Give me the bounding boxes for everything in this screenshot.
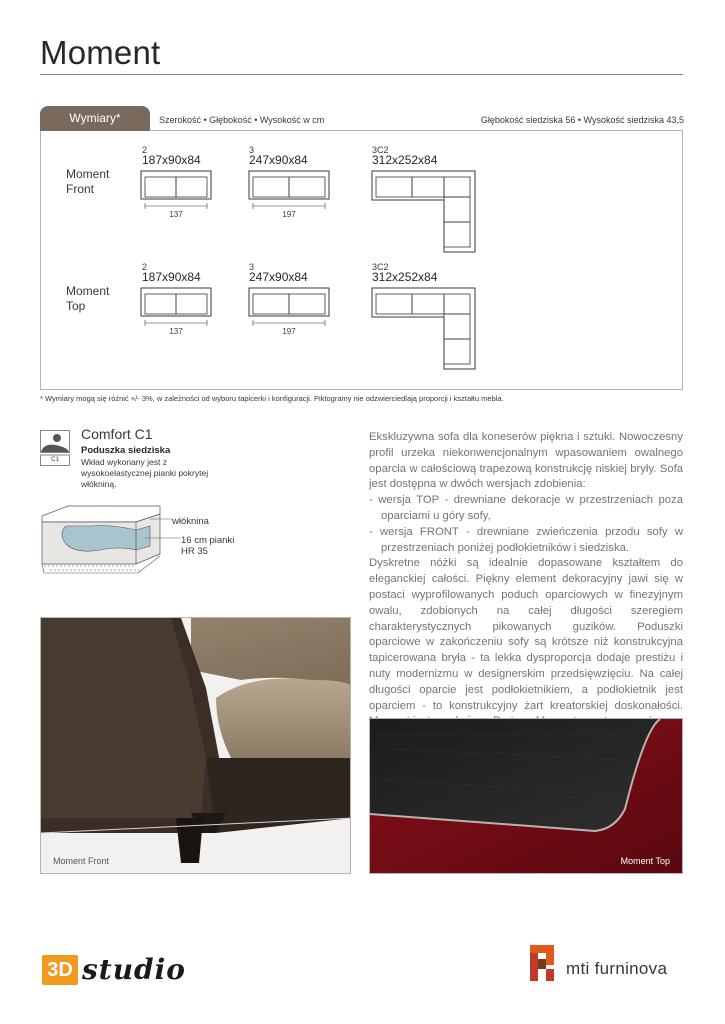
seat-dimensions-label: Głębokość siedziska 56 • Wysokość siedziska 43,5 bbox=[480, 115, 684, 125]
sofa-2-seat-icon bbox=[140, 170, 212, 214]
dimensions-footnote: * Wymiary mogą się różnić +/- 3%, w zależności od wyboru tapicerki i konfiguracji. Piktogramy nie odzwierciedlają proporcji i kształtu mebla. bbox=[40, 394, 504, 403]
comfort-subtitle: Poduszka siedziska bbox=[81, 445, 171, 456]
photo-moment-top bbox=[369, 718, 683, 874]
dimensions-tab: Wymiary* bbox=[40, 106, 150, 131]
seat-width-label: 197 bbox=[282, 327, 296, 336]
sofa-size: 247x90x84 bbox=[249, 270, 308, 284]
studio-logo-text: studio bbox=[82, 953, 186, 986]
3d-studio-logo bbox=[42, 953, 186, 986]
comfort-icon-label: C1 bbox=[51, 457, 59, 463]
sofa-corner-icon bbox=[371, 170, 477, 254]
mti-logo-mark bbox=[530, 945, 562, 981]
photo-caption: Moment Top bbox=[620, 856, 670, 866]
photo-moment-front bbox=[40, 617, 351, 874]
dimensions-panel bbox=[40, 130, 683, 390]
fiber-label: włóknina bbox=[172, 516, 209, 527]
sofa-size: 187x90x84 bbox=[142, 270, 201, 284]
sofa-3-seat-icon bbox=[248, 287, 330, 331]
row-label-top: Moment Top bbox=[66, 284, 110, 313]
sofa-code: 3C2 bbox=[372, 145, 389, 155]
sofa-code: 2 bbox=[142, 262, 148, 272]
description-paragraph: Ekskluzywna sofa dla koneserów piękna i sztuki. Nowoczesny profil urzeka niekonwencjonalnym wpasowaniem owalnego oparcia w całościową trapezową konstrukcję niskiej bryły. Sofa jest dostępna w dwóch wersjach zdobienia: bbox=[369, 431, 683, 491]
sofa-code: 2 bbox=[142, 145, 148, 155]
sofa-front-illustration bbox=[41, 618, 351, 874]
mti-furninova-logo bbox=[530, 945, 667, 981]
sofa-code: 3C2 bbox=[372, 262, 389, 272]
sofa-corner-icon bbox=[371, 287, 477, 371]
3d-logo-box: 3D bbox=[42, 955, 78, 985]
sofa-size: 312x252x84 bbox=[372, 270, 438, 284]
sofa-code: 3 bbox=[249, 145, 255, 155]
row-label-front: Moment Front bbox=[66, 167, 110, 196]
page-title: Moment bbox=[40, 34, 161, 71]
sofa-size: 187x90x84 bbox=[142, 153, 201, 167]
description-bullet: - wersja FRONT - drewniane zwieńczenia przodu sofy w przestrzeniach poniżej podłokietników i siedziska. bbox=[369, 525, 683, 554]
comfort-description: Wkład wykonany jest z wysokoelastycznej pianki pokrytej włókniną. bbox=[81, 457, 209, 489]
seat-width-label: 137 bbox=[169, 327, 183, 336]
sofa-top-illustration bbox=[370, 719, 683, 874]
comfort-title: Comfort C1 bbox=[81, 426, 153, 442]
dimensions-units-label: Szerokość • Głębokość • Wysokość w cm bbox=[159, 115, 325, 125]
sofa-size: 312x252x84 bbox=[372, 153, 438, 167]
photo-caption: Moment Front bbox=[53, 856, 110, 866]
title-divider bbox=[40, 74, 683, 75]
sofa-code: 3 bbox=[249, 262, 255, 272]
sofa-3-seat-icon bbox=[248, 170, 330, 214]
product-description bbox=[369, 430, 683, 730]
seat-width-label: 197 bbox=[282, 210, 296, 219]
mti-logo-text: mti furninova bbox=[566, 959, 668, 978]
description-bullet: - wersja TOP - drewniane dekoracje w przestrzeniach poza oparciami u góry sofy, bbox=[369, 494, 683, 522]
sofa-size: 247x90x84 bbox=[249, 153, 308, 167]
description-paragraph: Dyskretne nóżki są idealnie dopasowane kształtem do eleganckiej całości. Piękny element dekoracyjny jawi się w postaci wyprofilowanych poduch oparciowych w finezyjnym owalu, zdobionych na całej długości szeregiem charakterystycznych pikowanych guzików. Poduszki oparciowe w zakończeniu sofy są krótsze niż konstrukcyjna tapicerowana bryła - ta lekka dysproporcja dodaje prestiżu i nuty modernizmu w designerskim przedsięwzięciu. Na całej długości oparcie jest podłokietnikiem, a podłokietnik jest oparciem - to konstrukcyjny żart kreatorskiej doskonałości. bbox=[369, 557, 683, 712]
sofa-2-seat-icon bbox=[140, 287, 212, 331]
cushion-cross-section-diagram bbox=[40, 504, 180, 574]
foam-label: 16 cm pianki HR 35 bbox=[181, 535, 235, 557]
seat-width-label: 137 bbox=[169, 210, 183, 219]
